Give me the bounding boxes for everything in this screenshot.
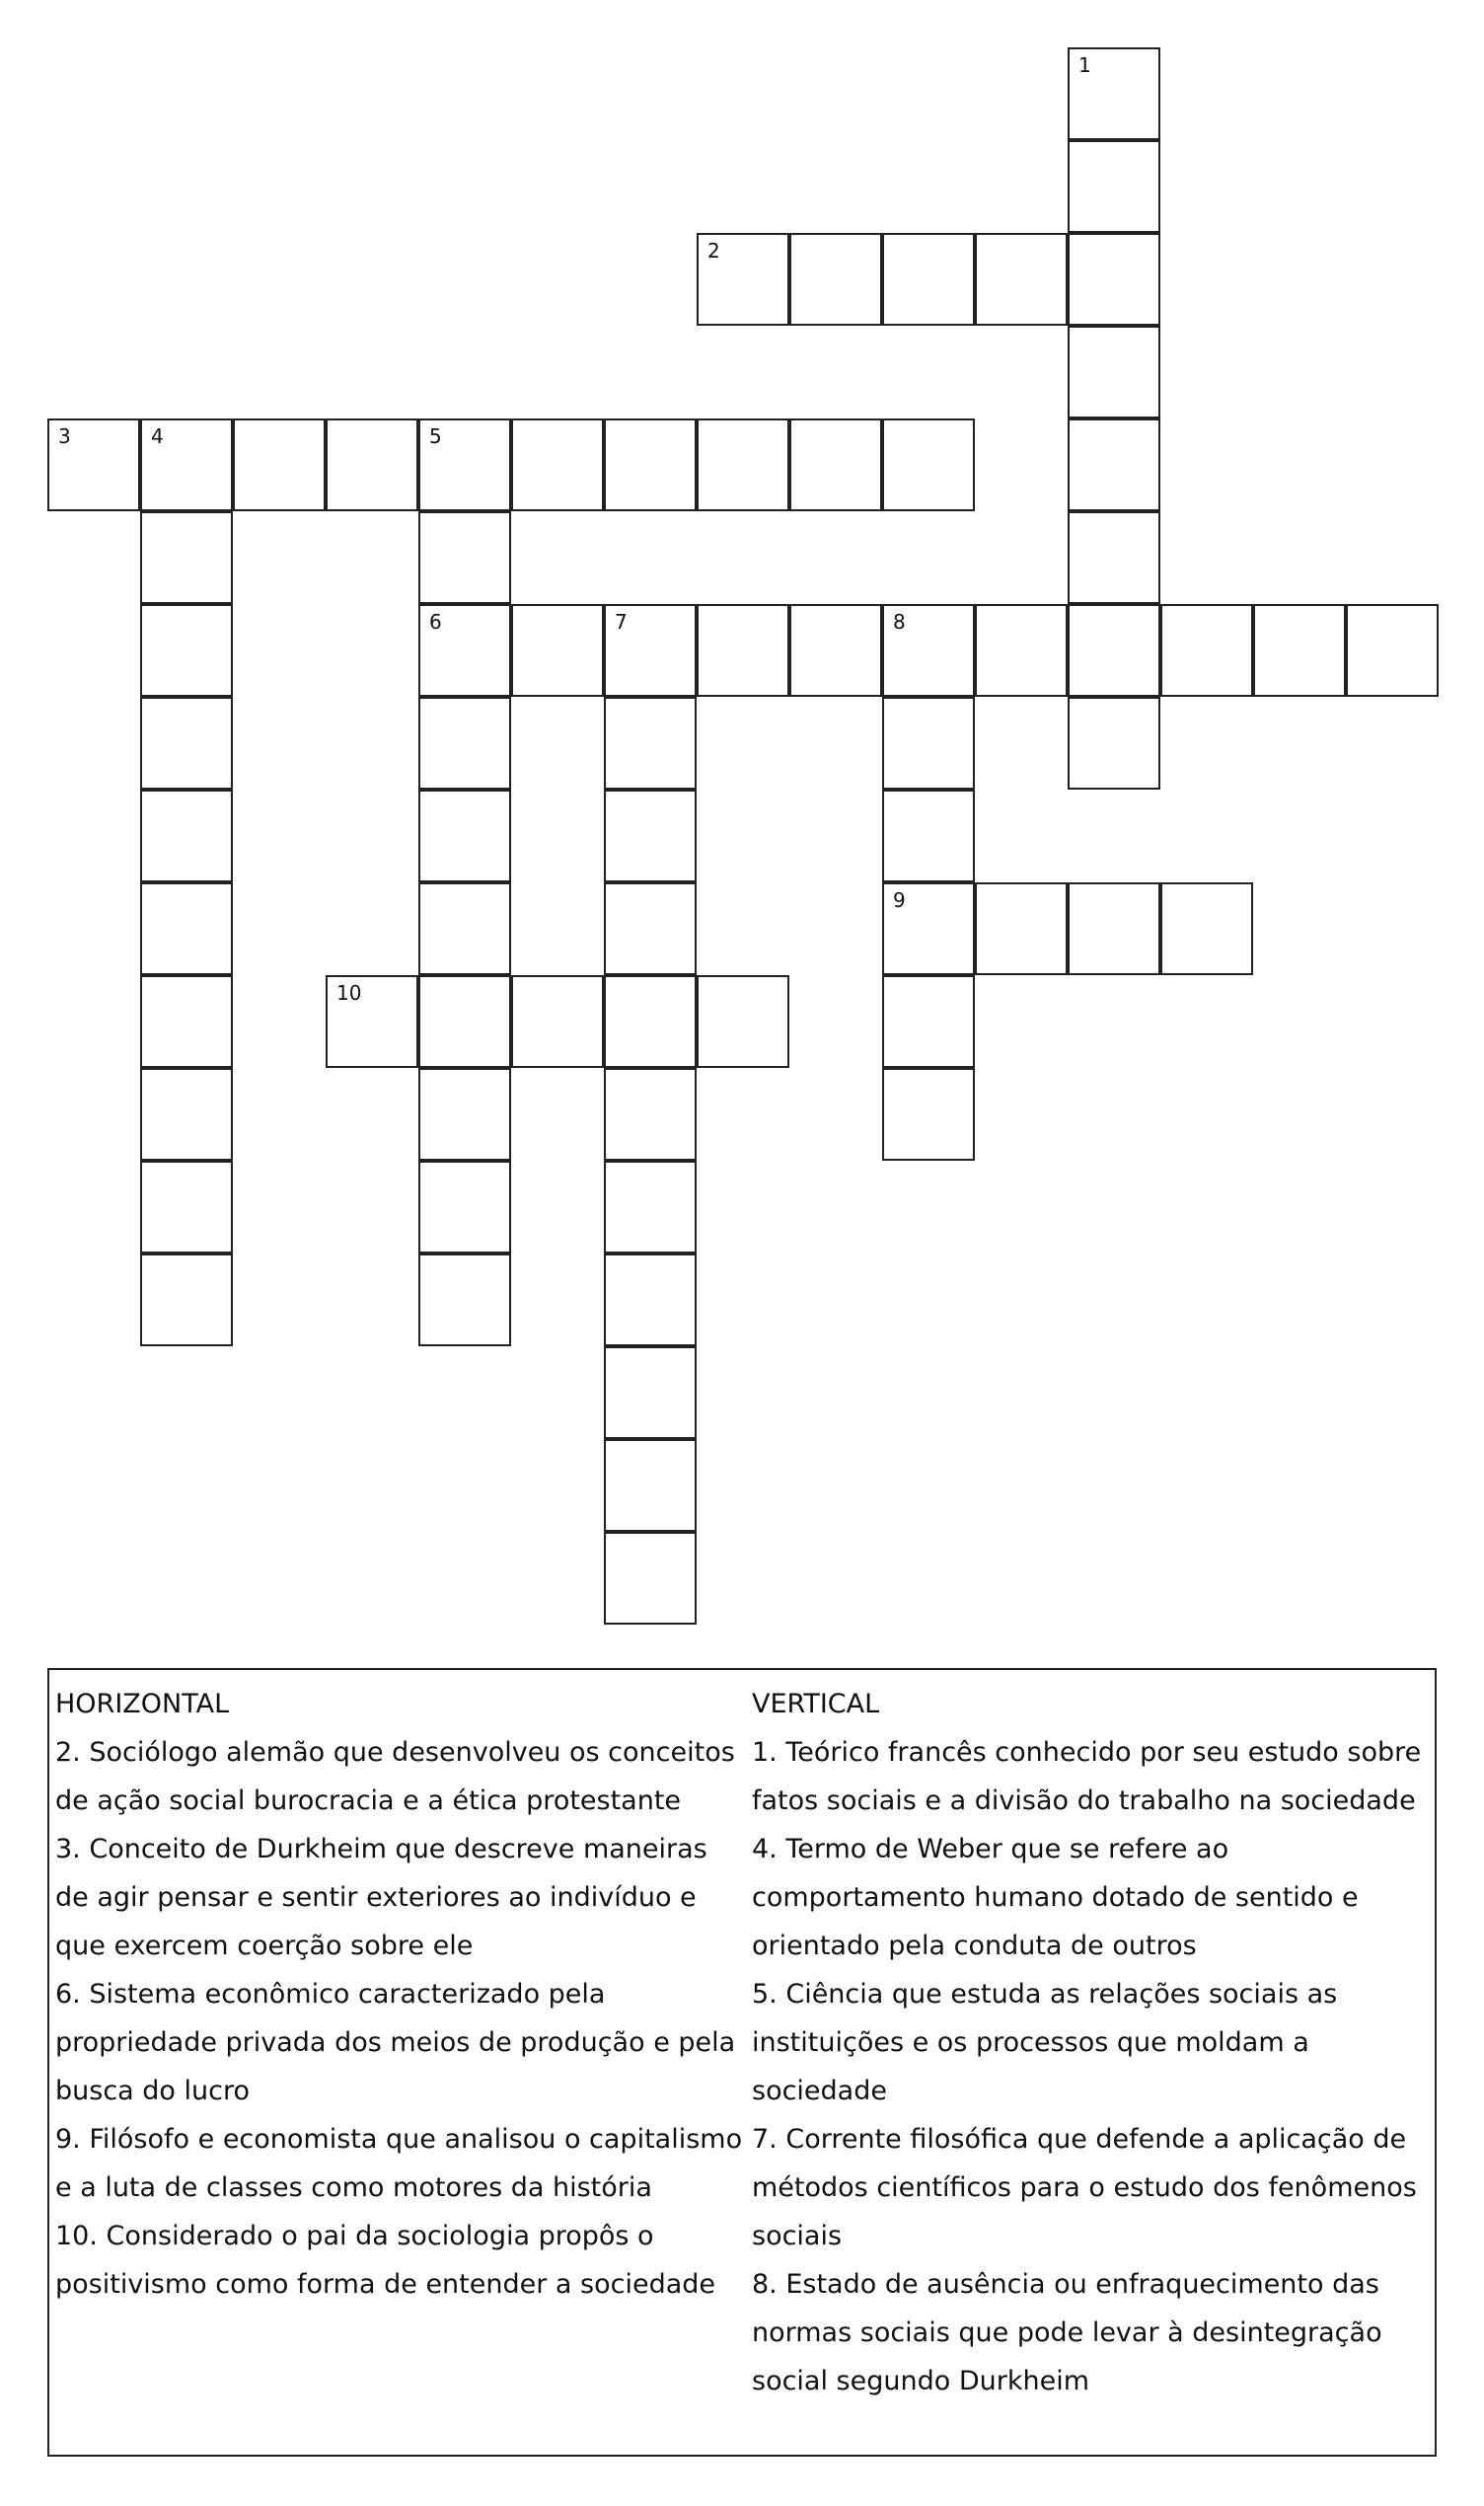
grid-cell[interactable]: [882, 1068, 975, 1161]
grid-cell[interactable]: [697, 233, 789, 326]
grid-cell[interactable]: [975, 882, 1068, 975]
grid-cell[interactable]: [882, 233, 975, 326]
clue-horizontal-10: 10. Considerado o pai da sociologia propôs o positivismo como forma de entender a sociedade: [55, 2221, 716, 2300]
clue-vertical-5: 5. Ciência que estuda as relações sociais as instituições e os processos que moldam a sociedade: [752, 1979, 1338, 2106]
grid-cell[interactable]: [604, 604, 697, 697]
grid-cell[interactable]: [418, 697, 511, 790]
grid-cell[interactable]: [140, 975, 233, 1068]
grid-cell[interactable]: [1068, 697, 1160, 790]
clue-number: 4: [151, 424, 164, 448]
grid-cell[interactable]: [1068, 604, 1160, 697]
grid-cell[interactable]: [1068, 882, 1160, 975]
grid-cell[interactable]: [604, 1346, 697, 1439]
grid-cell[interactable]: [1346, 604, 1439, 697]
clue-number: 9: [893, 888, 906, 912]
grid-cell[interactable]: [47, 418, 140, 511]
grid-cell[interactable]: [697, 604, 789, 697]
clue-number: 2: [707, 239, 720, 263]
grid-cell[interactable]: [789, 418, 882, 511]
grid-cell[interactable]: [418, 975, 511, 1068]
grid-cell[interactable]: [140, 1068, 233, 1161]
grid-cell[interactable]: [511, 604, 604, 697]
grid-cell[interactable]: [604, 882, 697, 975]
grid-cell[interactable]: [882, 790, 975, 882]
clue-number: 1: [1078, 53, 1091, 77]
clue-vertical-7: 7. Corrente filosófica que defende a aplicação de métodos científicos para o estudo dos fenômenos sociais: [752, 2124, 1417, 2251]
clue-horizontal-2: 2. Sociólogo alemão que desenvolveu os conceitos de ação social burocracia e a ética protestante: [55, 1737, 735, 1816]
grid-cell[interactable]: [418, 790, 511, 882]
horizontal-title: HORIZONTAL: [55, 1689, 230, 1719]
grid-cell[interactable]: [140, 882, 233, 975]
grid-cell[interactable]: [604, 790, 697, 882]
grid-cell[interactable]: [604, 418, 697, 511]
grid-cell[interactable]: [418, 1161, 511, 1253]
grid-cell[interactable]: [604, 1161, 697, 1253]
grid-cell[interactable]: [1068, 233, 1160, 326]
grid-cell[interactable]: [882, 882, 975, 975]
clues-box: [47, 1668, 1437, 2457]
grid-cell[interactable]: [1253, 604, 1346, 697]
clue-horizontal-6: 6. Sistema econômico caracterizado pela propriedade privada dos meios de produção e pela busca do lucro: [55, 1979, 736, 2106]
grid-cell[interactable]: [233, 418, 326, 511]
grid-cell[interactable]: [140, 511, 233, 604]
grid-cell[interactable]: [882, 697, 975, 790]
clue-horizontal-3: 3. Conceito de Durkheim que descreve maneiras de agir pensar e sentir exteriores ao indivíduo e que exercem coerção sobre ele: [55, 1834, 707, 1961]
vertical-clues: [752, 1680, 1433, 2405]
grid-cell[interactable]: [418, 511, 511, 604]
grid-cell[interactable]: [418, 882, 511, 975]
grid-cell[interactable]: [1160, 604, 1253, 697]
grid-cell[interactable]: [140, 418, 233, 511]
grid-cell[interactable]: [604, 1532, 697, 1625]
grid-cell[interactable]: [975, 233, 1068, 326]
vertical-title: VERTICAL: [752, 1689, 880, 1719]
clue-number: 3: [58, 424, 71, 448]
clue-number: 10: [336, 981, 362, 1005]
grid-cell[interactable]: [418, 1253, 511, 1346]
grid-cell[interactable]: [140, 790, 233, 882]
grid-cell[interactable]: [604, 1439, 697, 1532]
grid-cell[interactable]: [140, 697, 233, 790]
grid-cell[interactable]: [1068, 511, 1160, 604]
grid-cell[interactable]: [697, 975, 789, 1068]
grid-cell[interactable]: [697, 418, 789, 511]
clue-horizontal-9: 9. Filósofo e economista que analisou o capitalismo e a luta de classes como motores da história: [55, 2124, 743, 2203]
grid-cell[interactable]: [789, 233, 882, 326]
grid-cell[interactable]: [1068, 47, 1160, 140]
clue-vertical-4: 4. Termo de Weber que se refere ao comportamento humano dotado de sentido e orientado pela conduta de outros: [752, 1834, 1359, 1961]
grid-cell[interactable]: [975, 604, 1068, 697]
grid-cell[interactable]: [604, 697, 697, 790]
grid-cell[interactable]: [511, 975, 604, 1068]
grid-cell[interactable]: [604, 975, 697, 1068]
grid-cell[interactable]: [511, 418, 604, 511]
grid-cell[interactable]: [882, 418, 975, 511]
clue-vertical-8: 8. Estado de ausência ou enfraquecimento das normas sociais que pode levar à desintegração social segundo Durkheim: [752, 2269, 1382, 2396]
grid-cell[interactable]: [326, 975, 418, 1068]
clue-number: 5: [429, 424, 442, 448]
horizontal-clues: [55, 1680, 746, 2309]
grid-cell[interactable]: [604, 1068, 697, 1161]
grid-cell[interactable]: [326, 418, 418, 511]
grid-cell[interactable]: [882, 604, 975, 697]
grid-cell[interactable]: [1068, 140, 1160, 233]
clue-number: 8: [893, 610, 906, 634]
grid-cell[interactable]: [604, 1253, 697, 1346]
clue-vertical-1: 1. Teórico francês conhecido por seu estudo sobre fatos sociais e a divisão do trabalho na sociedade: [752, 1737, 1422, 1816]
grid-cell[interactable]: [418, 1068, 511, 1161]
grid-cell[interactable]: [1160, 882, 1253, 975]
grid-cell[interactable]: [789, 604, 882, 697]
clue-number: 7: [615, 610, 628, 634]
grid-cell[interactable]: [140, 1161, 233, 1253]
grid-cell[interactable]: [418, 604, 511, 697]
clue-number: 6: [429, 610, 442, 634]
grid-cell[interactable]: [140, 1253, 233, 1346]
grid-cell[interactable]: [882, 975, 975, 1068]
grid-cell[interactable]: [140, 604, 233, 697]
grid-cell[interactable]: [1068, 326, 1160, 418]
grid-cell[interactable]: [418, 418, 511, 511]
grid-cell[interactable]: [1068, 418, 1160, 511]
